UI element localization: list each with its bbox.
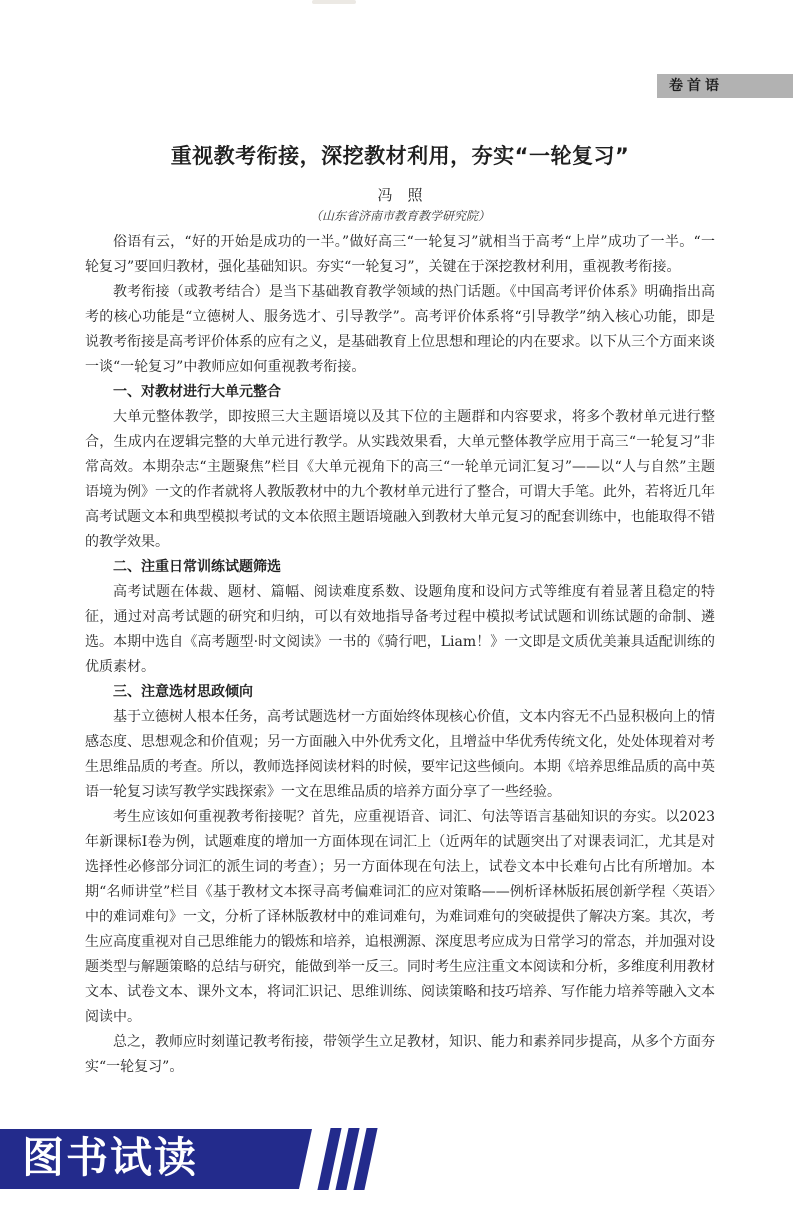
section-corner-label: 卷首语	[657, 74, 793, 98]
article-body	[85, 230, 715, 1080]
article-author: 冯 照	[377, 186, 423, 204]
scan-artifact	[312, 0, 356, 4]
paragraph-intro-2: 教考衔接（或教考结合）是当下基础教育教学领域的热门话题。《中国高考评价体系》明确指出高考的核心功能是“立德树人、服务选才、引导教学”。高考评价体系将“引导教学”纳入核心功能，即是说教考衔接是高考评价体系的应有之义，是基础教育上位思想和理论的内在要求。以下从三个方面来谈一谈“一轮复习”中教师应如何重视教考衔接。	[85, 284, 715, 375]
paragraph-conclusion: 总之，教师应时刻谨记教考衔接，带领学生立足教材，知识、能力和素养同步提高，从多个方面夯实“一轮复习”。	[85, 1034, 715, 1075]
paragraph-advice: 考生应该如何重视教考衔接呢？首先，应重视语音、词汇、句法等语言基础知识的夯实。以2023年新课标Ⅰ卷为例，试题难度的增加一方面体现在词汇上（近两年的试题突出了对课表词汇，尤其是对选择性必修部分词汇的派生词的考查）；另一方面体现在句法上，试卷文本中长难句占比有所增加。本期“名师讲堂”栏目《基于教材文本探寻高考偏难词汇的应对策略——例析译林版拓展创新学程〈英语〉中的难词难句》一文，分析了译林版教材中的难词难句，为难词难句的突破提供了解决方案。其次，考生应高度重视对自己思维能力的锻炼和培养，追根溯源、深度思考应成为日常学习的常态，并加强对设题类型与解题策略的总结与研究，能做到举一反三。同时考生应注重文本阅读和分析，多维度利用教材文本、试卷文本、课外文本，将词汇识记、思维训练、阅读策略和技巧培养、写作能力培养等融入文本阅读中。	[85, 809, 715, 1025]
section-heading-2: 二、注重日常训练试题筛选	[113, 559, 281, 575]
paragraph-section-1: 大单元整体教学，即按照三大主题语境以及其下位的主题群和内容要求，将多个教材单元进行整合，生成内在逻辑完整的大单元进行教学。从实践效果看，大单元整体教学应用于高三“一轮复习”非常高效。本期杂志“主题聚焦”栏目《大单元视角下的高三“一轮单元词汇复习”——以“人与自然”主题语境为例》一文的作者就将人教版教材中的九个教材单元进行了整合，可谓大手笔。此外，若将近几年高考试题文本和典型模拟考试的文本依照主题语境融入到教材大单元复习的配套训练中，也能取得不错的教学效果。	[85, 409, 715, 550]
section-heading-3: 三、注意选材思政倾向	[113, 684, 253, 700]
paragraph-intro-1: 俗语有云，“好的开始是成功的一半。”做好高三“一轮复习”就相当于高考“上岸”成功了一半。“一轮复习”要回归教材，强化基础知识。夯实“一轮复习”，关键在于深挖教材利用，重视教考衔接。	[85, 234, 715, 275]
section-heading-1: 一、对教材进行大单元整合	[113, 384, 281, 400]
article-affiliation: （山东省济南市教育教学研究院）	[309, 209, 490, 223]
banner-label: 图书试读	[22, 1133, 199, 1182]
paragraph-section-3: 基于立德树人根本任务，高考试题选材一方面始终体现核心价值，文本内容无不凸显积极向上的情感态度、思想观念和价值观；另一方面融入中外优秀文化，且增益中华优秀传统文化，处处体现着对考生思维品质的考查。所以，教师选择阅读材料的时候，要牢记这些倾向。本期《培养思维品质的高中英语一轮复习读写教学实践探索》一文在思维品质的培养方面分享了一些经验。	[85, 709, 715, 800]
paragraph-section-2: 高考试题在体裁、题材、篇幅、阅读难度系数、设题角度和设问方式等维度有着显著且稳定的特征，通过对高考试题的研究和归纳，可以有效地指导备考过程中模拟考试试题和训练试题的命制、遴选。本期中选自《高考题型·时文阅读》一书的《骑行吧，Liam！》一文即是文质优美兼具适配训练的优质素材。	[85, 584, 715, 675]
article-title: 重视教考衔接，深挖教材利用，夯实“一轮复习”	[170, 144, 630, 168]
book-preview-banner	[0, 1129, 400, 1189]
